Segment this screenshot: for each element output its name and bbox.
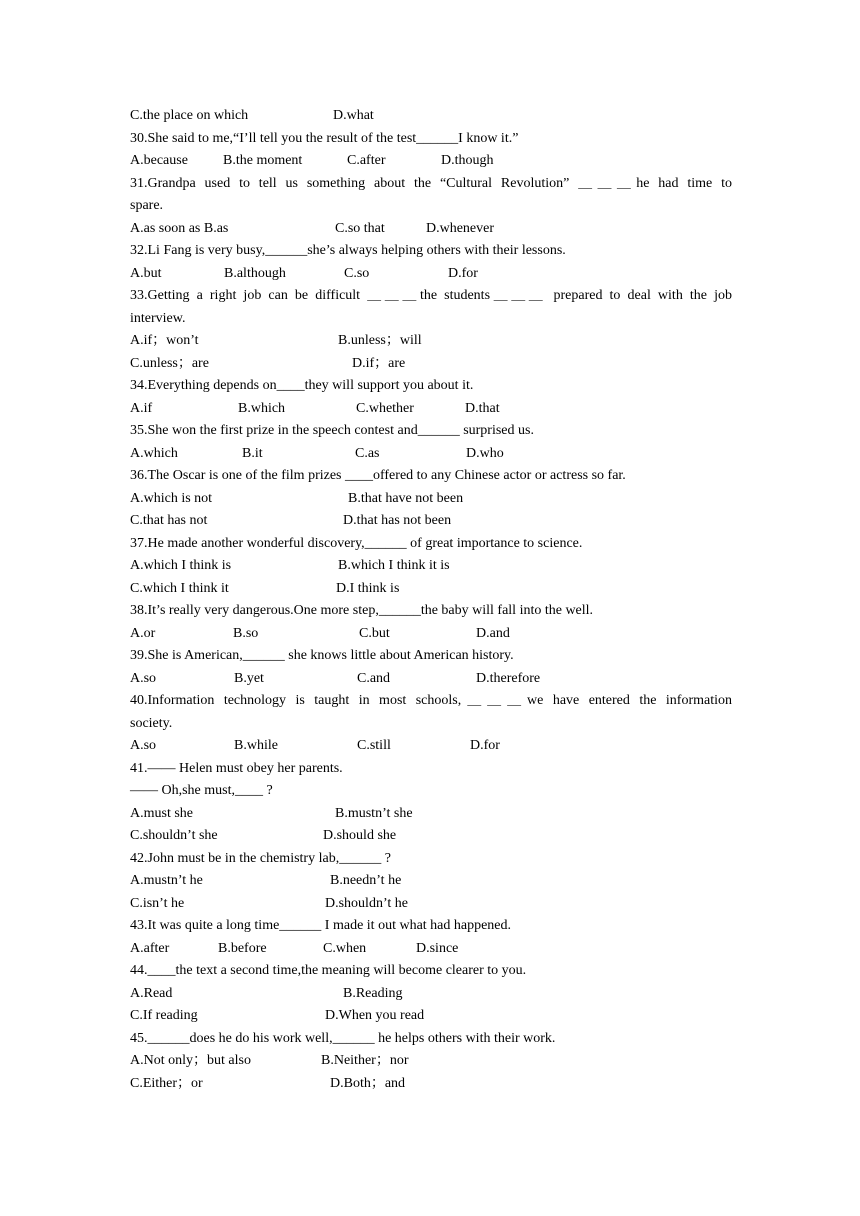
options-row [130,105,732,127]
text-line: 31.Grandpa used to tell us something about the “Cultural Revolution” ＿＿＿he had time to [130,175,732,191]
options-row [130,870,732,892]
option-b: B.it [242,445,263,461]
option-a: A.so [130,670,157,686]
text-line: 32.Li Fang is very busy,______she’s always helping others with their lessons. [130,243,566,258]
options-row [130,555,732,577]
options-row [130,443,732,465]
option-b: B.that have not been [348,490,464,506]
option-a: A.Not only；but also [130,1053,251,1068]
option-d: D.who [466,445,504,461]
option-b: B.Neither；nor [321,1053,409,1068]
options-row [130,398,732,420]
option-a: C.which I think it [130,580,229,596]
option-c: C.so that [335,220,385,236]
options-row [130,983,732,1005]
text-line: 41.—— Helen must obey her parents. [130,760,343,776]
option-b: D.shouldn’t he [325,895,408,911]
option-a: C.Either；or [130,1075,203,1091]
option-a: A.which I think is [130,558,232,573]
text-line: 34.Everything depends on____they will support you about it. [130,378,474,393]
option-c: C.after [347,153,386,168]
options-row [130,578,732,600]
option-a: A.if [130,400,153,416]
option-b: B.unless；will [338,333,422,348]
option-a: A.mustn’t he [130,873,203,888]
text-line: society. [130,715,173,731]
options-row [130,1073,732,1095]
option-b: D.that has not been [343,513,452,528]
option-a: A.or [130,625,156,641]
options-row [130,510,732,532]
option-a: A.which is not [130,490,213,506]
options-row [130,623,732,645]
option-c: C.when [323,940,367,956]
option-b: D.Both；and [330,1075,406,1091]
text-line: 30.She said to me,“I’ll tell you the result of the test______I know it.” [130,130,519,146]
option-a: A.as soon as B.as [130,220,229,236]
option-a: C.unless；are [130,355,209,371]
option-b: D.I think is [336,580,400,596]
option-a: C.the place on which [130,108,249,123]
options-row [130,1050,732,1072]
option-d: D.that [465,400,500,416]
text-line: 38.It’s really very dangerous.One more step,______the baby will fall into the well. [130,603,594,618]
options-row [130,893,732,915]
text-line: —— Oh,she must,____ ? [130,783,273,798]
option-d: D.whenever [426,220,495,236]
option-c: C.still [357,738,391,753]
option-b: B.yet [234,670,264,686]
options-row [130,488,732,510]
option-b: D.When you read [325,1008,425,1023]
option-a: A.so [130,738,157,753]
option-c: C.as [355,445,380,461]
text-line: interview. [130,310,186,326]
text-line: 36.The Oscar is one of the film prizes ____offered to any Chinese actor or actress so far. [130,468,626,483]
text-line: 37.He made another wonderful discovery,______ of great importance to science. [130,535,583,551]
option-b: B.although [224,265,286,281]
option-a: A.if；won’t [130,333,199,348]
option-d: D.for [448,265,478,281]
option-b: B.before [218,940,267,956]
text-line: 43.It was quite a long time______ I made it out what had happened. [130,918,512,933]
option-b: B.so [233,625,259,641]
option-a: C.that has not [130,513,208,528]
option-d: D.and [476,625,510,641]
option-b: D.if；are [352,355,406,371]
options-row [130,938,732,960]
option-a: A.but [130,265,162,281]
options-row [130,218,732,240]
options-row [130,735,732,757]
option-c: C.but [359,625,390,641]
option-b: B.which I think it is [338,558,450,573]
option-a: C.shouldn’t she [130,828,218,843]
text-line: 45.______does he do his work well,______ he helps others with their work. [130,1030,556,1046]
option-b: B.which [238,400,286,416]
option-b: B.while [234,738,278,753]
option-a: A.Read [130,985,173,1001]
option-d: D.therefore [476,670,541,686]
options-row [130,668,732,690]
option-c: C.and [357,670,391,686]
options-row [130,263,732,285]
option-c: C.so [344,265,370,281]
options-row [130,803,732,825]
option-b: B.mustn’t she [335,805,413,821]
options-row [130,1005,732,1027]
text-line: spare. [130,198,164,213]
text-line: 40.Information technology is taught in most schools,＿＿＿we have entered the information [130,693,732,708]
option-a: A.must she [130,805,193,821]
text-line: 39.She is American,______ she knows little about American history. [130,648,514,663]
option-a: A.after [130,940,170,956]
option-b: B.Reading [343,985,403,1001]
text-line: 44.____the text a second time,the meaning will become clearer to you. [130,963,527,978]
option-d: D.though [441,153,494,168]
options-row [130,353,732,375]
option-d: D.since [416,940,459,956]
option-a: C.isn’t he [130,895,185,911]
options-row [130,825,732,847]
text-line: 42.John must be in the chemistry lab,______ ? [130,850,391,866]
options-row [130,330,732,352]
option-a: A.which [130,445,178,461]
text-line: 35.She won the first prize in the speech contest and______ surprised us. [130,423,534,438]
option-b: D.what [333,108,374,123]
option-b: B.needn’t he [330,873,402,888]
options-row [130,150,732,172]
option-b: D.should she [323,828,397,843]
text-line: 33.Getting a right job can be difficult ＿＿＿the students＿＿＿ prepared to deal with the job [130,288,732,303]
option-a: A.because [130,153,188,168]
option-d: D.for [470,738,500,753]
option-c: C.whether [356,400,414,416]
option-b: B.the moment [223,153,303,168]
option-a: C.If reading [130,1008,198,1023]
